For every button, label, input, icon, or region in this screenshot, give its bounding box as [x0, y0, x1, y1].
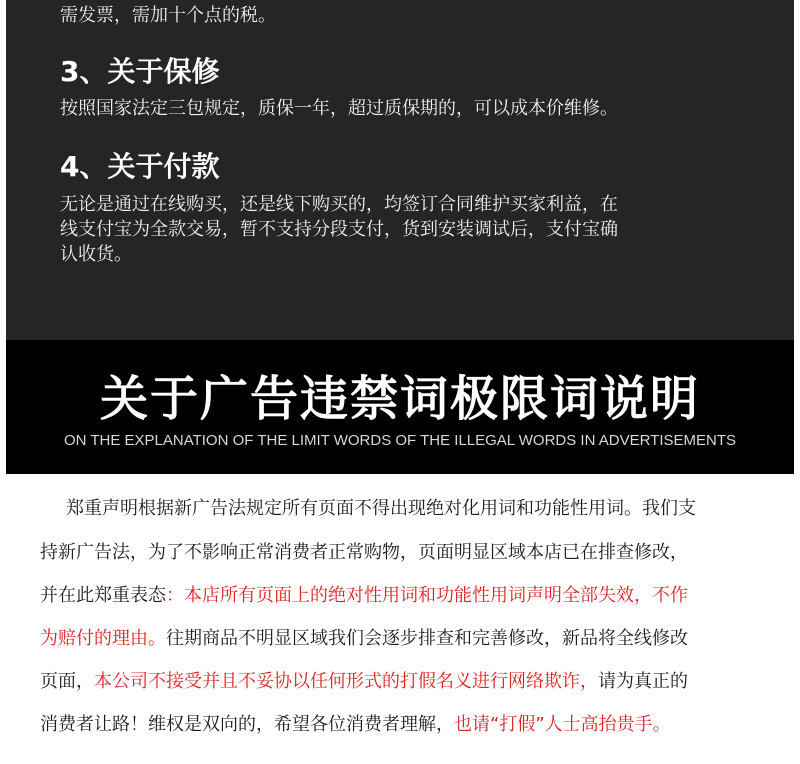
declaration-text-plain: 往期商品不明显区域我们会逐步排查和完善修改，新品将全线修改: [166, 628, 688, 649]
section-payment-title: 4、关于付款: [60, 150, 220, 183]
declaration-line-6: [40, 713, 671, 737]
section-warranty-text: 按照国家法定三包规定，质保一年，超过质保期的，可以成本价维修。: [60, 98, 618, 119]
declaration-text-highlight: 为赔付的理由。: [40, 628, 166, 649]
declaration-line-4: [40, 627, 688, 651]
section-payment-line-1: 无论是通过在线购买，还是线下购买的，均签订合同维护买家利益，在: [60, 194, 618, 215]
invoice-note: 需发票，需加十个点的税。: [60, 5, 276, 26]
declaration-line-1: 郑重声明根据新广告法规定所有页面不得出现绝对化用词和功能性用词。我们支: [66, 498, 696, 519]
declaration-line-5: [40, 670, 688, 694]
declaration-text-plain: 并在此郑重表态: [40, 585, 166, 606]
section-warranty-title: 3、关于保修: [60, 55, 220, 88]
declaration-line-2: 持新广告法，为了不影响正常消费者正常购物，页面明显区域本店已在排查修改，: [40, 542, 688, 563]
declaration-text-highlight: 本公司不接受并且不妥协以任何形式的打假名义进行网络欺诈，: [94, 671, 598, 692]
declaration-text-plain: 页面，: [40, 671, 94, 692]
declaration-text-highlight: 也请“打假”人士高抬贵手。: [454, 714, 671, 735]
declaration-text-plain: 消费者让路！维权是双向的，希望各位消费者理解，: [40, 714, 454, 735]
declaration-text-plain: 请为真正的: [598, 671, 688, 692]
section-payment-line-3: 认收货。: [60, 244, 132, 265]
declaration-line-3: [40, 584, 688, 608]
banner-title: 关于广告违禁词极限词说明: [99, 371, 700, 427]
section-payment-line-2: 线支付宝为全款交易，暂不支持分段支付，货到安装调试后，支付宝确: [60, 219, 618, 240]
ad-words-banner: [6, 340, 794, 474]
declaration-text-highlight: ：本店所有页面上的绝对性用词和功能性用词声明全部失效，不作: [166, 585, 688, 606]
banner-subtitle: ON THE EXPLANATION OF THE LIMIT WORDS OF THE ILLEGAL WORDS IN ADVERTISEMENTS: [63, 432, 737, 449]
terms-panel: [6, 0, 794, 340]
